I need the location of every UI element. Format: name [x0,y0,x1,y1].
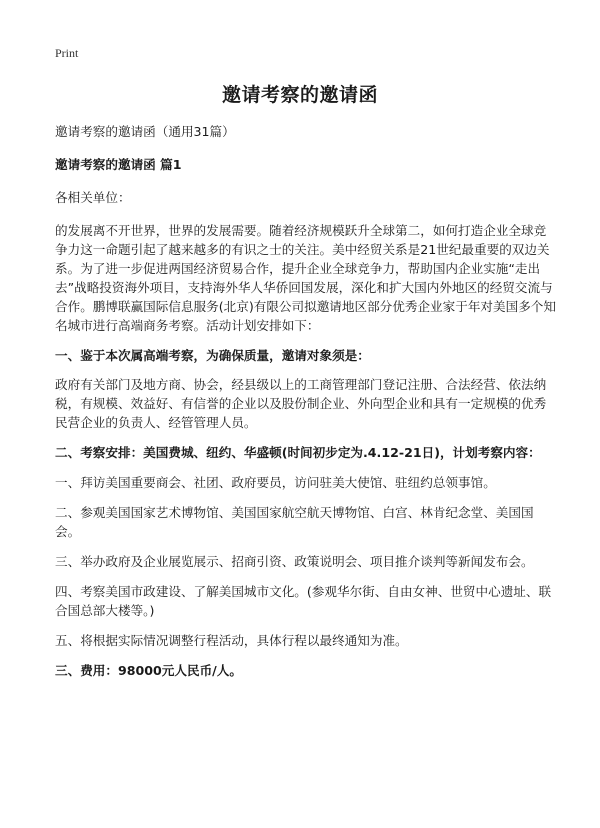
invitee-heading: 一、鉴于本次属高端考察，为确保质量，邀请对象须是： [55,348,370,363]
salutation: 各相关单位： [55,190,131,205]
schedule-heading: 二、考察安排：美国费城、纽约、华盛顿(时间初步定为.4.12-21日)，计划考察内容： [55,445,541,460]
document-body [55,122,556,680]
print-link[interactable]: Print [55,46,79,60]
schedule-item: 五、将根据实际情况调整行程活动，具体行程以最终通知为准。 [55,633,408,648]
section-heading: 邀请考察的邀请函 篇1 [55,157,182,172]
page-title: 邀请考察的邀请函 [221,84,378,106]
fee-line: 三、费用：98000元人民币/人。 [55,663,242,678]
invitee-paragraph: 政府有关部门及地方商、协会，经县级以上的工商管理部门登记注册、合法经营、依法纳税，有规模、效益好、有信誉的企业以及股份制企业、外向型企业和具有一定规模的优秀民营企业的负责人、经管管理人员。 [55,377,547,430]
schedule-item: 四、考察美国市政建设、了解美国城市文化。(参观华尔街、自由女神、世贸中心遗址、联合国总部大楼等。) [55,584,552,618]
document-subtitle: 邀请考察的邀请函（通用31篇） [55,124,235,139]
schedule-item: 二、参观美国国家艺术博物馆、美国国家航空航天博物馆、白宫、林肯纪念堂、美国国会。 [55,505,534,539]
schedule-item: 一、拜访美国重要商会、社团、政府要员，访问驻美大使馆、驻纽约总领事馆。 [55,475,496,490]
intro-paragraph: 的发展离不开世界，世界的发展需要。随着经济规模跃升全球第二，如何打造企业全球竞争力这一命题引起了越来越多的有识之士的关注。美中经贸关系是21世纪最重要的双边关系。为了进一步促进两国经济贸易合作，提升企业全球竞争力，帮助国内企业实施“走出去”战略投资海外项目，支持海外华人华侨回国发展，深化和扩大国内外地区的经贸交流与合作。鹏博联赢国际信息服务(北京)有限公司拟邀请地区部分优秀企业家于年对美国多个知名城市进行高端商务考察。活动计划安排如下： [55,223,556,333]
schedule-item: 三、举办政府及企业展览展示、招商引资、政策说明会、项目推介谈判等新闻发布会。 [55,554,534,569]
